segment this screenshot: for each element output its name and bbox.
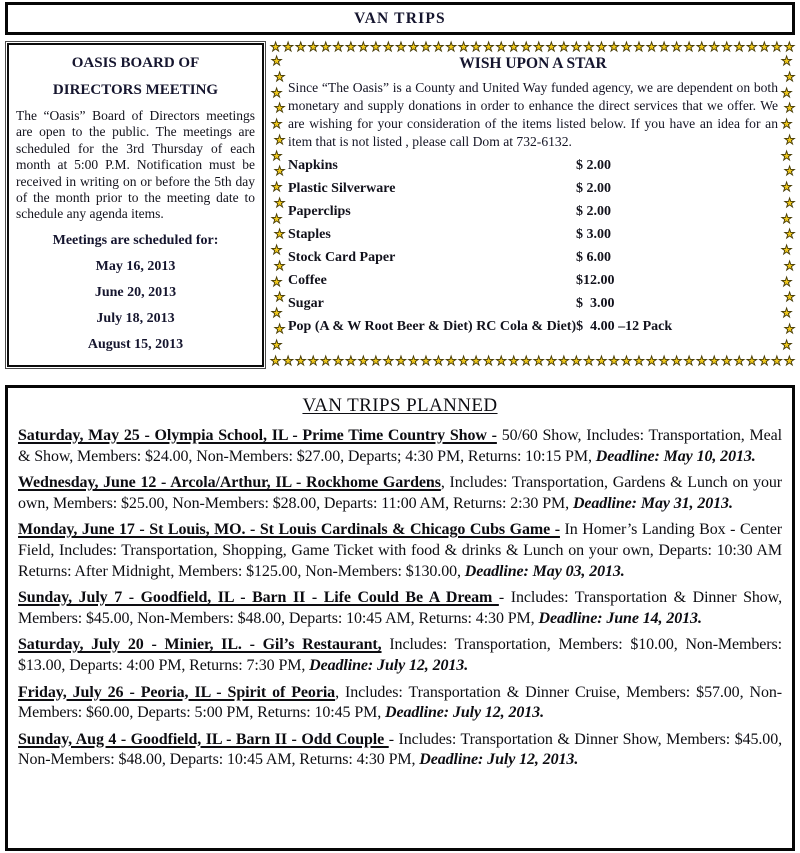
star-icon: ★ [483, 40, 495, 54]
star-icon: ★ [307, 40, 319, 54]
star-icon: ★ [407, 40, 420, 54]
star-icon: ★ [658, 354, 670, 368]
star-icon: ★ [570, 354, 582, 368]
star-icon: ★ [495, 40, 507, 54]
star-icon: ★ [445, 40, 457, 54]
star-icon: ★ [457, 40, 470, 54]
trip-deadline: Deadline: July 12, 2013. [385, 704, 544, 722]
wish-item-price: $ 2.00 [576, 157, 611, 173]
star-icon: ★ [784, 164, 796, 179]
star-icon: ★ [781, 306, 793, 321]
trip-lead: Monday, June 17 - St Louis, MO. - St Louis Cardinals & Chicago Cubs Game - [18, 521, 560, 539]
star-icon: ★ [357, 354, 369, 368]
star-icon: ★ [708, 40, 720, 54]
star-icon: ★ [470, 354, 482, 368]
star-icon: ★ [558, 40, 570, 54]
wish-item [288, 315, 778, 338]
star-icon: ★ [608, 40, 620, 54]
star-icon: ★ [307, 354, 319, 368]
star-icon: ★ [271, 54, 283, 68]
star-icon: ★ [781, 274, 793, 289]
wish-item-price: $12.00 [576, 272, 615, 288]
star-icon: ★ [781, 85, 793, 100]
trip-deadline: Deadline: May 03, 2013. [464, 562, 625, 580]
star-icon: ★ [445, 354, 457, 368]
star-icon: ★ [783, 354, 795, 368]
wish-item-price: $ 3.00 [576, 295, 615, 311]
star-icon: ★ [508, 40, 520, 54]
star-icon: ★ [696, 40, 708, 54]
star-icon: ★ [495, 354, 507, 368]
star-icon: ★ [784, 195, 796, 210]
trip-entry [18, 635, 782, 676]
star-icon: ★ [332, 354, 344, 368]
wish-item [288, 292, 778, 315]
star-icon: ★ [781, 337, 793, 352]
star-icon: ★ [274, 164, 286, 179]
trip-deadline: Deadline: July 12, 2013. [419, 751, 579, 769]
board-meeting-date: August 15, 2013 [87, 336, 184, 352]
wish-item [288, 200, 778, 223]
wish-item [288, 246, 778, 269]
star-icon: ★ [658, 40, 670, 54]
trip-entry [18, 588, 782, 629]
star-icon: ★ [395, 40, 407, 54]
trip-entry [18, 473, 782, 514]
star-icon: ★ [407, 354, 420, 368]
star-icon: ★ [274, 195, 286, 210]
star-icon: ★ [746, 354, 758, 368]
star-icon: ★ [783, 40, 795, 54]
star-icon: ★ [320, 40, 332, 54]
trip-lead: Saturday, May 25 - Olympia School, IL - Prime Time Country Show - [18, 427, 497, 444]
star-icon: ★ [320, 354, 332, 368]
trip-entry [18, 683, 782, 724]
star-icon: ★ [274, 290, 286, 305]
star-icon: ★ [570, 40, 582, 54]
page-title: VAN TRIPS [354, 9, 446, 27]
wish-item [288, 154, 778, 177]
star-icon: ★ [271, 306, 283, 321]
star-icon: ★ [633, 40, 645, 54]
star-icon: ★ [683, 40, 695, 54]
star-icon: ★ [583, 354, 595, 368]
star-icon: ★ [271, 180, 283, 195]
star-icon: ★ [382, 354, 394, 368]
star-icon: ★ [784, 69, 796, 84]
star-icon: ★ [758, 40, 770, 54]
star-icon: ★ [733, 354, 745, 368]
star-border-bottom [270, 354, 795, 368]
star-icon: ★ [545, 40, 557, 54]
wish-item-name: Staples [288, 226, 331, 242]
star-icon: ★ [395, 354, 407, 368]
wish-item-name: Stock Card Paper [288, 249, 396, 265]
star-icon: ★ [271, 211, 283, 226]
star-icon: ★ [282, 40, 294, 54]
board-meeting-date: June 20, 2013 [94, 284, 177, 300]
wish-item-name: Paperclips [288, 203, 351, 219]
wish-item-price: $ 3.00 [576, 226, 611, 242]
wish-content [288, 53, 778, 352]
star-icon: ★ [784, 258, 796, 273]
board-meeting-date: May 16, 2013 [95, 258, 176, 274]
star-icon: ★ [274, 132, 286, 147]
trip-deadline: Deadline: July 12, 2013. [309, 656, 469, 674]
star-icon: ★ [633, 354, 645, 368]
trip-details: , Includes: Transportation & Dinner Cruise, Members: $57.00, Non-Members: $60.00, Departs: 5:00 PM, Returns: 10:45 PM, [18, 683, 782, 722]
board-meeting-box-inner [7, 43, 264, 367]
star-icon: ★ [332, 40, 344, 54]
star-icon: ★ [420, 40, 432, 54]
star-icon: ★ [645, 40, 658, 54]
star-icon: ★ [274, 227, 286, 242]
star-border-top [270, 40, 795, 54]
star-icon: ★ [671, 354, 683, 368]
star-icon: ★ [545, 354, 557, 368]
star-icon: ★ [608, 354, 620, 368]
star-icon: ★ [721, 354, 733, 368]
star-icon: ★ [274, 258, 286, 273]
wish-item-name: Napkins [288, 157, 338, 173]
trip-entry [18, 520, 782, 582]
star-icon: ★ [645, 354, 658, 368]
trip-entry [18, 730, 782, 771]
wish-item-price: $ 4.00 –12 Pack [576, 318, 673, 334]
star-icon: ★ [271, 243, 283, 258]
wish-item-list [288, 154, 778, 338]
trip-deadline: Deadline: May 31, 2013. [572, 494, 733, 512]
star-icon: ★ [746, 40, 758, 54]
star-icon: ★ [620, 40, 633, 54]
star-icon: ★ [781, 211, 793, 226]
star-icon: ★ [271, 337, 283, 352]
star-icon: ★ [370, 354, 382, 368]
star-icon: ★ [558, 354, 570, 368]
star-icon: ★ [784, 290, 796, 305]
star-icon: ★ [370, 40, 382, 54]
star-icon: ★ [784, 322, 796, 337]
star-icon: ★ [595, 354, 608, 368]
trip-details: In Homer’s Landing Box - Center Field, Includes: Transportation, Shopping, Game Ticket with food & drinks & Lunch on your own, Departs: 10:30 AM Returns: After Midnight, Members: $125.00, Non-Members: $130.00, [18, 521, 782, 580]
wish-intro-text: Since “The Oasis” is a County and United Way funded agency, we are dependent on both monetary and supply donations in order to enhance the direct services that we offer. We are wishing for your consideration of the items listed below. If you have an idea for an item that is not listed , please call Dom at 732-6132. [288, 80, 778, 149]
wish-item-name: Coffee [288, 272, 327, 288]
star-icon: ★ [708, 354, 720, 368]
star-icon: ★ [420, 354, 432, 368]
wish-item-price: $ 2.00 [576, 180, 611, 196]
star-icon: ★ [295, 40, 307, 54]
trips-title: VAN TRIPS PLANNED [302, 395, 498, 416]
star-icon: ★ [271, 85, 283, 100]
star-icon: ★ [781, 243, 793, 258]
star-icon: ★ [270, 354, 282, 368]
star-icon: ★ [271, 117, 283, 132]
star-icon: ★ [671, 40, 683, 54]
star-icon: ★ [683, 354, 695, 368]
star-border-left [271, 55, 285, 352]
star-icon: ★ [733, 40, 745, 54]
star-icon: ★ [470, 40, 482, 54]
star-icon: ★ [721, 40, 733, 54]
star-icon: ★ [784, 101, 796, 116]
van-trips-header-box [5, 2, 795, 35]
trip-lead: Saturday, July 20 - Minier, IL. - Gil’s Restaurant, [18, 636, 382, 654]
star-icon: ★ [483, 354, 495, 368]
star-icon: ★ [345, 40, 357, 54]
star-icon: ★ [274, 322, 286, 337]
star-icon: ★ [271, 148, 283, 163]
board-title-line2: DIRECTORS MEETING [52, 82, 219, 98]
board-meeting-date: July 18, 2013 [96, 310, 175, 326]
star-icon: ★ [345, 354, 357, 368]
trip-lead: Wednesday, June 12 - Arcola/Arthur, IL - Rockhome Gardens [18, 474, 441, 492]
van-trips-planned-box [5, 385, 795, 851]
star-icon: ★ [432, 40, 445, 54]
wish-item-name: Plastic Silverware [288, 180, 396, 196]
star-icon: ★ [771, 40, 783, 54]
board-body-text: The “Oasis” Board of Directors meetings are open to the public. The meetings are scheduled for the 3rd Thursday of each month at 5:00 P.M. Notification must be received in writing on or before the 5th day of the month prior to the meeting date to schedule any agenda items. [16, 108, 255, 222]
wish-title: WISH UPON A STAR [459, 55, 607, 72]
wish-upon-a-star-box [270, 40, 795, 368]
trip-details: Includes: Transportation, Members: $10.00, Non-Members: $13.00, Departs: 4:00 PM, Returns: 7:30 PM, [18, 636, 783, 674]
star-icon: ★ [274, 101, 286, 116]
star-icon: ★ [533, 40, 545, 54]
board-title-line1: OASIS BOARD OF [71, 55, 200, 71]
trip-lead: Sunday, Aug 4 - Goodfield, IL - Barn II - Odd Couple [18, 730, 389, 748]
star-icon: ★ [784, 132, 796, 147]
trip-deadline: Deadline: May 10, 2013. [595, 447, 756, 465]
star-icon: ★ [295, 354, 307, 368]
wish-item [288, 223, 778, 246]
wish-item-name: Sugar [288, 295, 324, 311]
star-icon: ★ [781, 148, 793, 163]
board-meeting-box [5, 41, 266, 369]
star-icon: ★ [520, 40, 532, 54]
wish-item-price: $ 6.00 [576, 249, 611, 265]
trip-lead: Sunday, July 7 - Goodfield, IL - Barn II - Life Could Be A Dream [18, 589, 499, 607]
trip-deadline: Deadline: June 14, 2013. [538, 609, 702, 627]
trip-details: , Includes: Transportation, Gardens & Lunch on your own, Members: $25.00, Non-Members: $28.00, Departs: 11:00 AM, Returns: 2:30 PM, [18, 474, 782, 512]
star-icon: ★ [282, 354, 294, 368]
star-icon: ★ [696, 354, 708, 368]
star-icon: ★ [271, 274, 283, 289]
star-icon: ★ [583, 40, 595, 54]
star-icon: ★ [784, 227, 796, 242]
trip-entry [18, 426, 782, 467]
star-border-right [781, 55, 795, 352]
wish-item-price: $ 2.00 [576, 203, 611, 219]
star-icon: ★ [620, 354, 633, 368]
star-icon: ★ [595, 40, 608, 54]
wish-item [288, 177, 778, 200]
trip-details: 50/60 Show, Includes: Transportation, Meal & Show, Members: $24.00, Non-Members: $27.00, Departs; 4:30 PM, Returns: 10:15 PM, [18, 427, 782, 465]
star-icon: ★ [432, 354, 445, 368]
star-icon: ★ [270, 40, 282, 54]
star-icon: ★ [357, 40, 369, 54]
star-icon: ★ [781, 180, 793, 195]
trip-lead: Friday, July 26 - Peoria, IL - Spirit of Peoria [18, 683, 336, 701]
star-icon: ★ [781, 117, 793, 132]
star-icon: ★ [382, 40, 394, 54]
star-icon: ★ [508, 354, 520, 368]
board-schedule-heading: Meetings are scheduled for: [52, 232, 219, 248]
wish-item-name: Pop (A & W Root Beer & Diet) RC Cola & Diet) [288, 318, 577, 334]
star-icon: ★ [533, 354, 545, 368]
star-icon: ★ [520, 354, 532, 368]
star-icon: ★ [274, 69, 286, 84]
trip-details: - Includes: Transportation & Dinner Show, Members: $45.00, Non-Members: $48.00, Departs: 10:45 AM, Returns: 4:30 PM, [18, 589, 783, 627]
star-icon: ★ [758, 354, 770, 368]
star-icon: ★ [771, 354, 783, 368]
star-icon: ★ [781, 54, 793, 68]
trip-details: - Includes: Transportation & Dinner Show, Members: $45.00, Non-Members: $48.00, Departs: 10:45 AM, Returns: 4:30 PM, [18, 730, 783, 769]
star-icon: ★ [457, 354, 470, 368]
wish-item [288, 269, 778, 292]
